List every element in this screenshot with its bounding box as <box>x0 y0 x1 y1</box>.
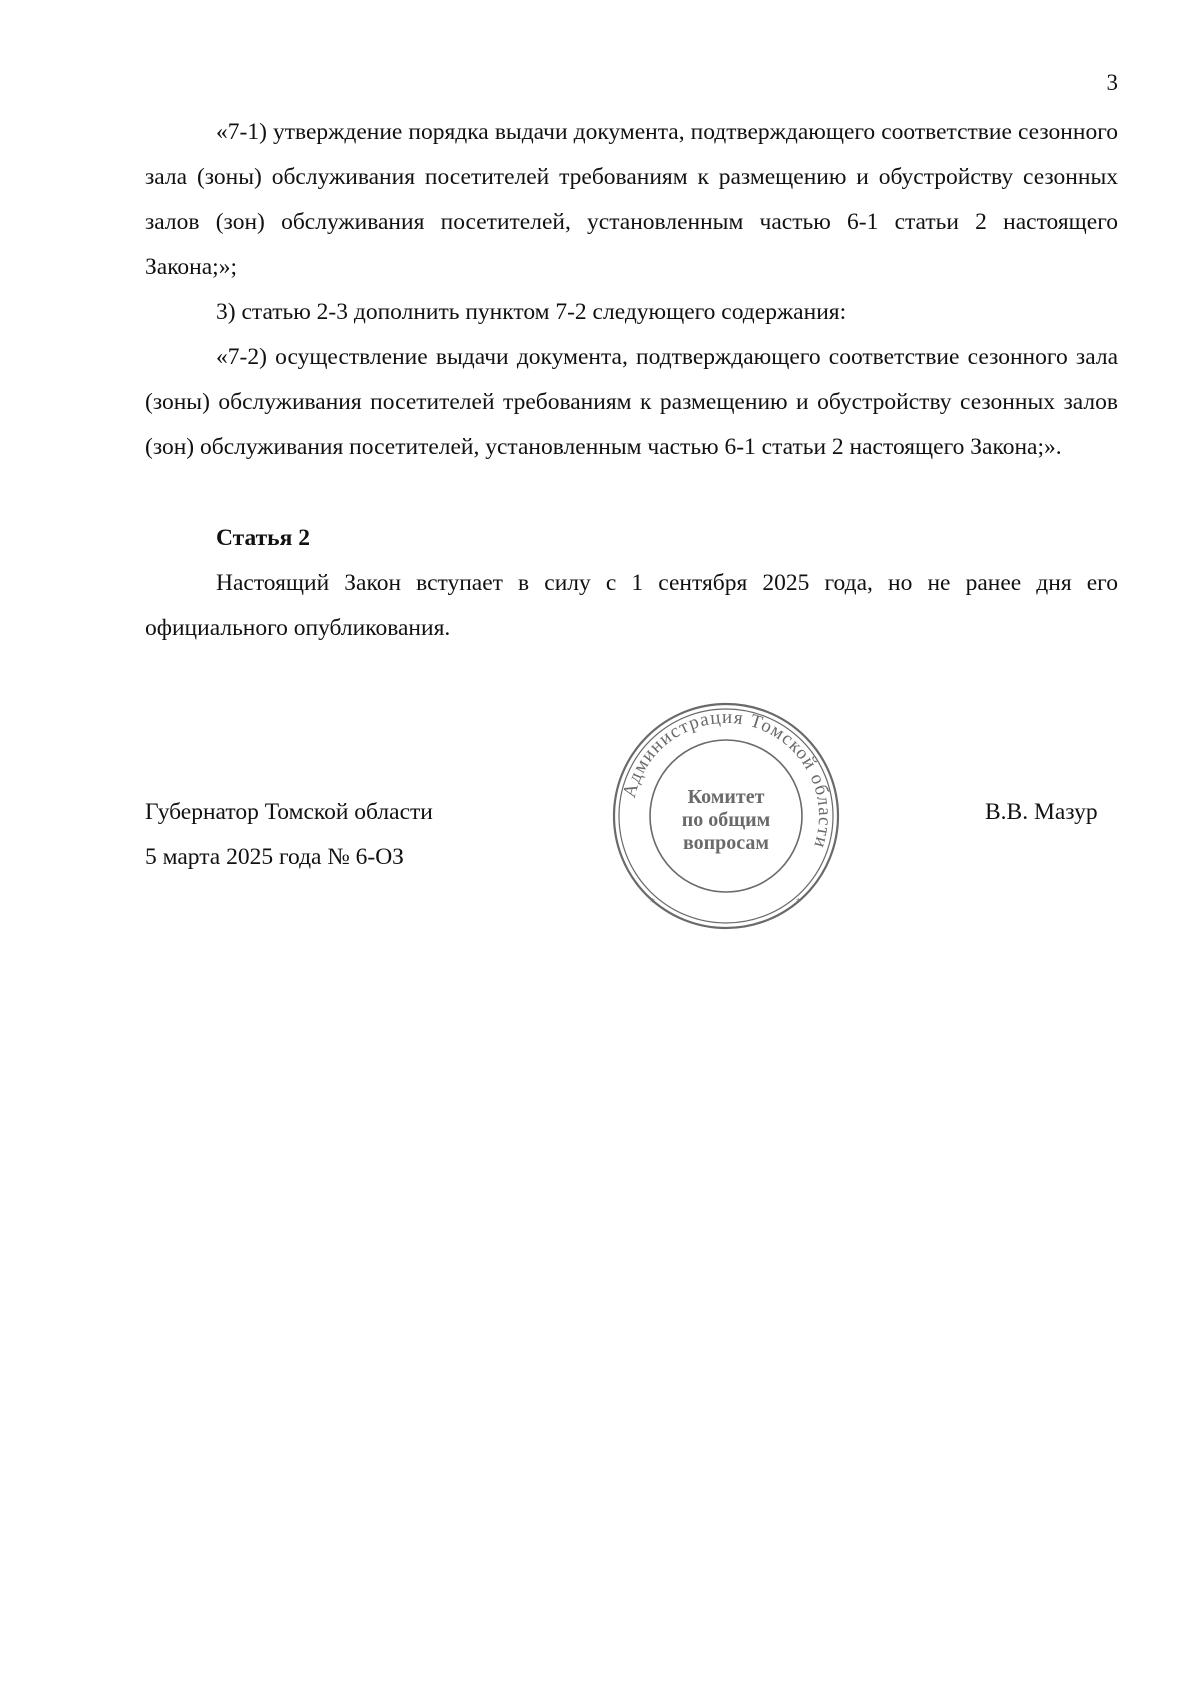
paragraph-7-2: «7-2) осуществление выдачи документа, подтверждающего соответствие сезонного зала (зоны) обслуживания посетителей требованиям к размещению и обустройству сезонных залов (зон) обслуживания посетителей, установленным частью 6-1 статьи 2 настоящего Закона;». <box>145 344 1118 460</box>
signatory-position: Губернатор Томской области <box>145 799 433 825</box>
paragraph-7-1: «7-1) утверждение порядка выдачи документа, подтверждающего соответствие сезонного зала (зоны) обслуживания посетителей требованиям к размещению и обустройству сезонных залов (зон) обслуживания посетителей, установленным частью 6-1 статьи 2 настоящего Закона;»; <box>145 119 1118 280</box>
stamp-center-line2: по общим <box>681 809 771 831</box>
article-2-title: Статья 2 <box>216 525 310 551</box>
stamp-center-line3: вопросам <box>682 832 770 854</box>
stamp-star-right-icon: * <box>796 897 801 908</box>
signature-block <box>145 790 433 880</box>
stamp-outer-text: Администрация Томской области <box>618 706 836 852</box>
law-date-number: 5 марта 2025 года № 6-ОЗ <box>145 844 404 870</box>
paragraph-item-3: 3) статью 2-3 дополнить пунктом 7-2 следующего содержания: <box>216 299 847 325</box>
stamp-star-left-icon: * <box>650 897 655 908</box>
page-number: 3 <box>1106 70 1118 95</box>
stamp-center-line1: Комитет <box>687 786 765 808</box>
official-stamp <box>610 700 842 932</box>
paragraph-effective-date: Настоящий Закон вступает в силу с 1 сентября 2025 года, но не ранее дня его официального опубликования. <box>145 570 1118 641</box>
document-body <box>145 110 1118 651</box>
signatory-name: В.В. Мазур <box>985 799 1098 825</box>
